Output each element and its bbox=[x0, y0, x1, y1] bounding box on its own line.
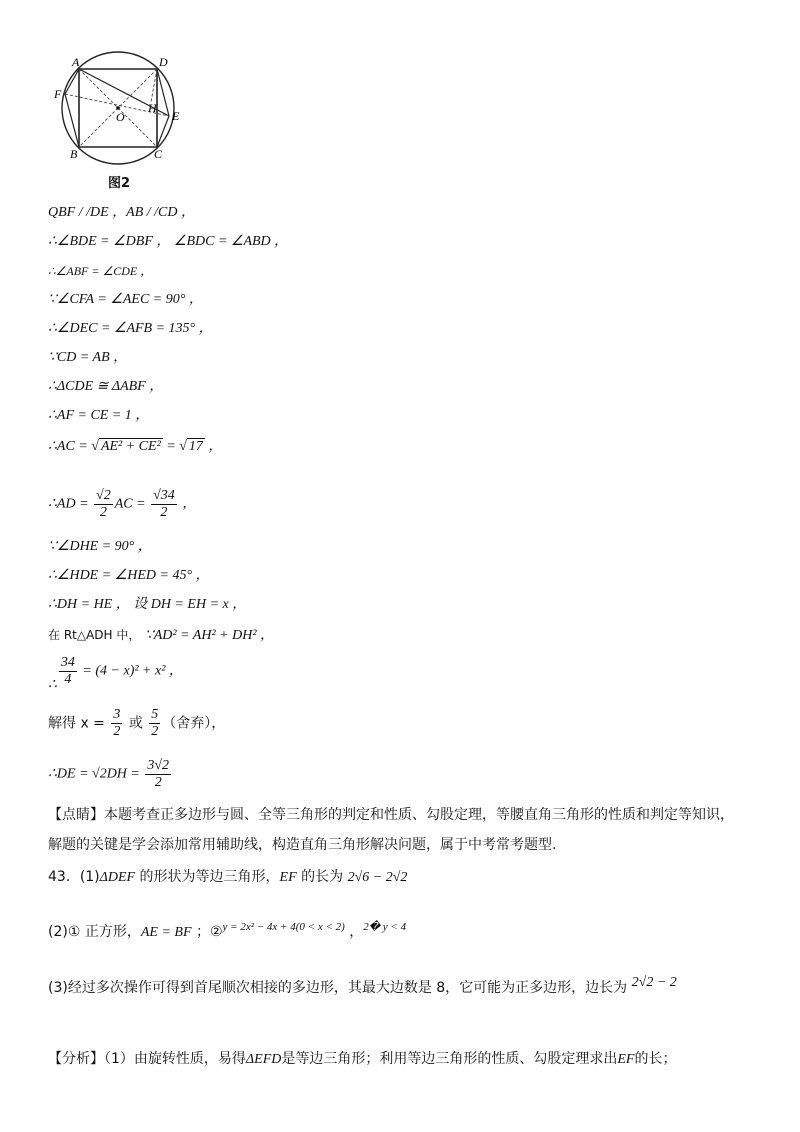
ac-post: ， bbox=[204, 439, 223, 454]
label-A: A bbox=[72, 55, 80, 69]
q43-p3-text: (3)经过多次操作可得到首尾顺次相接的多边形，其最大边数是 8，它可能为正多边形，边长为 bbox=[48, 980, 632, 996]
line-2 bbox=[48, 233, 288, 251]
label-B: B bbox=[70, 147, 78, 161]
line-7: ∴ΔCDE ≅ ΔABF ， bbox=[48, 379, 164, 394]
circle-square-diagram bbox=[50, 50, 190, 190]
q43-p2-range: 2� y < 4 bbox=[363, 921, 407, 933]
q43-p2-mid2: ， bbox=[344, 924, 364, 940]
analysis-post: 的长； bbox=[634, 1051, 677, 1067]
l16-or: 或 bbox=[124, 715, 148, 732]
line-3: ∴∠ABF = ∠CDE ， bbox=[48, 264, 153, 278]
q43-p1-val: 2√6 − 2√2 bbox=[347, 870, 408, 885]
ac-eq: = bbox=[162, 439, 180, 454]
line-12: ∴∠HDE = ∠HED = 45° ， bbox=[48, 568, 210, 583]
q43-p1-tri: ΔDEF bbox=[99, 870, 136, 885]
ac-radicand: AE² + CE² bbox=[100, 439, 161, 454]
ac-radicand-2: 17 bbox=[188, 439, 203, 454]
ad-prefix: ∴AD = bbox=[48, 496, 93, 512]
label-D: D bbox=[159, 55, 168, 69]
q43-part1 bbox=[48, 868, 407, 887]
line-5: ∴∠DEC = ∠AFB = 135° ， bbox=[48, 321, 213, 336]
line-16 bbox=[48, 707, 225, 740]
q43-p2-mid: ；② bbox=[191, 924, 223, 940]
line-14b: ∵AD² = AH² + DH² ， bbox=[144, 628, 275, 643]
q43-part2 bbox=[48, 918, 406, 942]
q43-part3 bbox=[48, 974, 677, 997]
frac-34-over-4: $\frac{34}{4}$ bbox=[60, 655, 75, 687]
analysis-mid: 是等边三角形；利用等边三角形的性质、勾股定理求出 bbox=[281, 1051, 618, 1067]
frac-5-over-2: $\frac{5}{2}$ bbox=[151, 707, 159, 739]
line-8: ∴AF = CE = 1 ， bbox=[48, 408, 150, 423]
q43-p1-mid: 的形状为等边三角形， bbox=[135, 869, 280, 885]
frac-3-over-2: $\frac{3}{2}$ bbox=[113, 707, 121, 739]
analysis-ef: EF bbox=[617, 1052, 635, 1067]
label-H: H bbox=[148, 101, 157, 115]
line-14a: 在 Rt△ADH 中， bbox=[48, 628, 141, 642]
line-1: QBF / /DE ，AB / /CD ， bbox=[48, 205, 195, 220]
line-14 bbox=[48, 626, 274, 645]
triangle-AFB bbox=[65, 69, 79, 147]
analysis-tri: ΔEFD bbox=[245, 1052, 282, 1067]
label-O: O bbox=[116, 110, 125, 124]
frac-sqrt2-over-2: $\frac{√2}{2}$ bbox=[96, 488, 111, 520]
line-4: ∵∠CFA = ∠AEC = 90° ， bbox=[48, 292, 203, 307]
q43-p1-pre: 43．(1) bbox=[48, 869, 100, 885]
line-13 bbox=[48, 596, 246, 614]
line-2a: ∴∠BDE = ∠DBF ， bbox=[48, 234, 171, 249]
ad-post: ， bbox=[178, 496, 197, 512]
line-6: ∵CD = AB ， bbox=[48, 350, 128, 365]
q43-p3-val: 2√2 − 2 bbox=[631, 975, 677, 990]
figure-caption: 图2 bbox=[108, 176, 131, 191]
line-17 bbox=[48, 758, 173, 791]
line-9: ∴AC = √ AE² + CE² = √ 17 ， bbox=[48, 439, 223, 454]
q43-p1-ef: EF bbox=[279, 870, 297, 885]
frac-3sqrt2-over-2: $\frac{3√2}{2}$ bbox=[147, 758, 170, 790]
q43-p2-pre: (2)① 正方形， bbox=[48, 924, 141, 940]
comment-line-1: 【点睛】本题考查正多边形与圆、全等三角形的判定和性质、勾股定理，等腰直角三角形的性质和判定等知识， bbox=[48, 807, 734, 823]
l16-prefix: 解得 x = bbox=[48, 715, 110, 732]
q43-p2-eq: AE = BF bbox=[140, 925, 192, 940]
line-10 bbox=[48, 488, 196, 521]
analysis-pre: 【分析】（1）由旋转性质，易得 bbox=[48, 1051, 246, 1067]
l16-post: （舍弃）， bbox=[162, 715, 226, 732]
ac-prefix: ∴AC = bbox=[48, 439, 92, 454]
line-13a: ∴DH = HE ， bbox=[48, 597, 130, 612]
geometry-figure bbox=[50, 50, 190, 190]
de-prefix: ∴DE = √2DH = bbox=[48, 766, 144, 782]
l15-rest: = (4 − x)² + x² ， bbox=[78, 663, 183, 679]
ad-mid: AC = bbox=[114, 496, 150, 512]
label-F: F bbox=[54, 87, 62, 101]
line-13b: 设 DH = EH = x ， bbox=[133, 597, 247, 612]
frac-sqrt34-over-2: $\frac{√34}{2}$ bbox=[153, 488, 175, 520]
q43-p1-mid2: 的长为 bbox=[296, 869, 348, 885]
label-C: C bbox=[154, 147, 163, 161]
label-E: E bbox=[172, 109, 180, 123]
line-15 bbox=[48, 655, 183, 695]
analysis-line bbox=[48, 1050, 676, 1069]
l15-prefix: ∴ bbox=[48, 677, 57, 693]
line-11: ∵∠DHE = 90° ， bbox=[48, 539, 152, 554]
q43-p2-func: y = 2x² − 4x + 4(0 < x < 2) bbox=[222, 921, 345, 933]
line-2b: ∠BDC = ∠ABD ， bbox=[173, 234, 289, 249]
comment-line-2: 解题的关键是学会添加常用辅助线，构造直角三角形解决问题，属于中考常考题型. bbox=[48, 837, 557, 853]
comment-block bbox=[48, 800, 768, 860]
